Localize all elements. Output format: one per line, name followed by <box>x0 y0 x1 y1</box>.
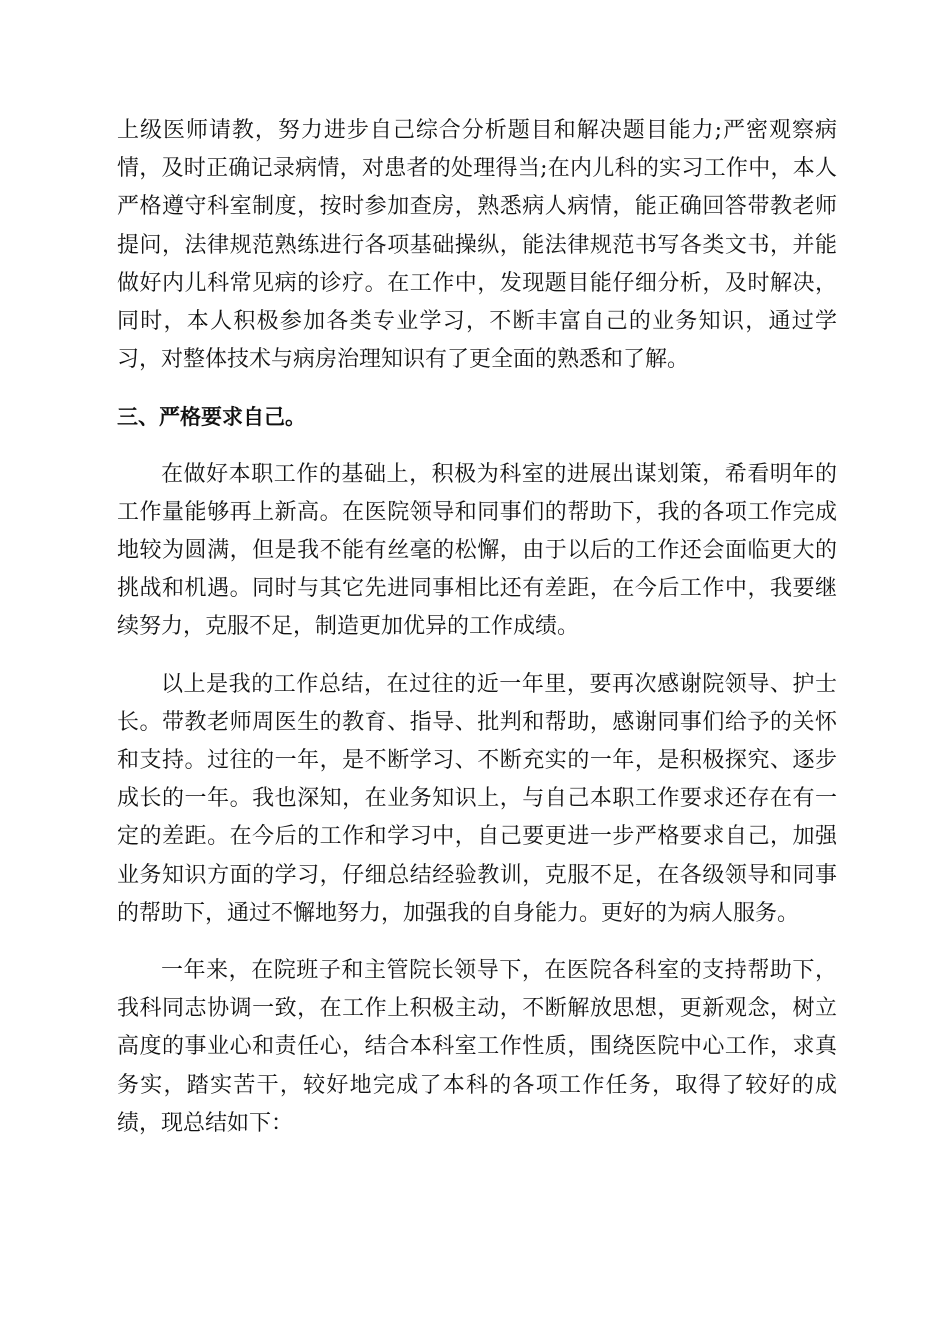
document-body <box>117 112 837 1143</box>
section-heading-3: 三、严格要求自己。 <box>117 405 306 430</box>
paragraph-summary-thanks: 以上是我的工作总结，在过往的近一年里，要再次感谢院领导、护士长。带教老师周医生的教育、指导、批判和帮助，感谢同事们给予的关怀和支持。过往的一年，是不断学习、不断充实的一年，是积极探究、逐步成长的一年。我也深知，在业务知识上，与自己本职工作要求还存在有一定的差距。在今后的工作和学习中，自己要更进一步严格要求自己，加强业务知识方面的学习，仔细总结经验教训，克服不足，在各级领导和同事的帮助下，通过不懈地努力，加强我的自身能力。更好的为病人服务。 <box>117 671 837 926</box>
paragraph-strict-requirements: 在做好本职工作的基础上，积极为科室的进展出谋划策，希看明年的工作量能够再上新高。在医院领导和同事们的帮助下，我的各项工作完成地较为圆满，但是我不能有丝毫的松懈，由于以后的工作还会面临更大的挑战和机遇。同时与其它先进同事相比还有差距，在今后工作中，我要继续努力，克服不足，制造更加优异的工作成绩。 <box>117 461 837 640</box>
paragraph-year-review: 一年来，在院班子和主管院长领导下，在医院各科室的支持帮助下，我科同志协调一致，在工作上积极主动，不断解放思想，更新观念，树立高度的事业心和责任心，结合本科室工作性质，围绕医院中心工作，求真务实，踏实苦干，较好地完成了本科的各项工作任务，取得了较好的成绩，现总结如下： <box>117 958 837 1136</box>
paragraph-continuation: 上级医师请教，努力进步自己综合分析题目和解决题目能力;严密观察病情，及时正确记录病情，对患者的处理得当;在内儿科的实习工作中，本人严格遵守科室制度，按时参加查房，熟悉病人病情，能正确回答带教老师提问，法律规范熟练进行各项基础操纵，能法律规范书写各类文书，并能做好内儿科常见病的诊疗。在工作中，发现题目能仔细分析，及时解决，同时，本人积极参加各类专业学习，不断丰富自己的业务知识，通过学习，对整体技术与病房治理知识有了更全面的熟悉和了解。 <box>117 118 837 373</box>
